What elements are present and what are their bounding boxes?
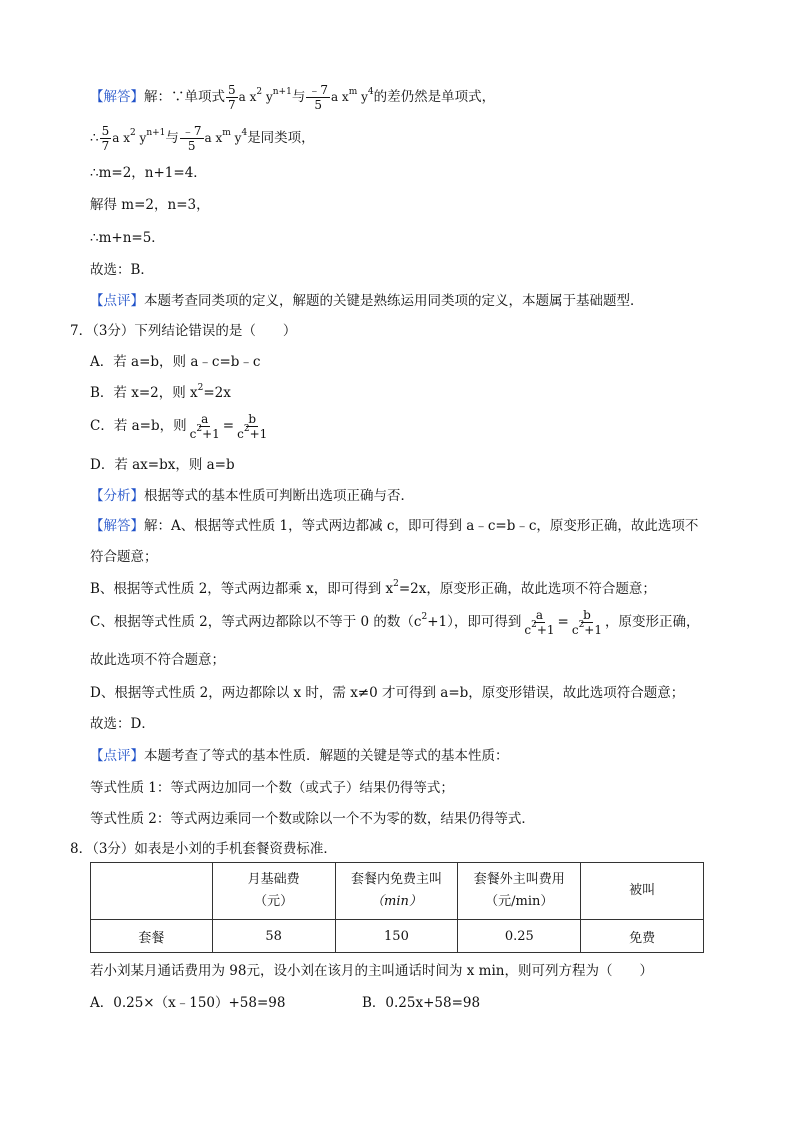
term: y (361, 90, 368, 104)
numerator: 5 (101, 124, 110, 138)
term: y (234, 131, 242, 145)
fraction-5-7 (100, 124, 112, 153)
term: c (237, 427, 244, 441)
exponent: 2 (531, 620, 537, 630)
q6-comment (90, 292, 644, 310)
exponent: n+1 (272, 87, 292, 97)
q6-choice: 故选：B． (90, 262, 154, 278)
numerator: a (201, 412, 209, 426)
q7-option-d: D．若 ax=bx，则 a=b (90, 457, 235, 473)
table-row (91, 920, 704, 953)
numerator: a (535, 608, 543, 622)
table-cell: 58 (212, 920, 335, 953)
header-unit: （元） (254, 894, 294, 909)
q6-solution-line-2 (90, 124, 315, 153)
exponent: 2 (129, 128, 136, 138)
q7-option-b (90, 384, 231, 402)
text: 与 (165, 130, 179, 146)
q7-property-1: 等式性质 1：等式两边加同一个数（或式子）结果仍得等式； (90, 780, 454, 796)
term: +1 (249, 427, 268, 441)
numerator: ﹣7 (308, 83, 328, 97)
equals: = (557, 614, 569, 630)
header-label: 被叫 (629, 883, 656, 898)
text: =2x，原变形正确，故此选项不符合题意； (398, 581, 656, 597)
fraction-a-c2 (188, 412, 222, 441)
q7-choice: 故选：D． (90, 716, 155, 732)
text: C、根据等式性质 2，等式两边都除以不等于 0 的数（c (90, 614, 422, 630)
fee-table (90, 862, 704, 953)
comment-tag: 【点评】 (90, 748, 144, 764)
fraction-neg-7-5 (306, 83, 330, 112)
term: c (571, 623, 579, 637)
q7-comment (90, 747, 509, 765)
q7-title: 7．（3分）下列结论错误的是（ ） (70, 323, 297, 339)
q7-solution-c (90, 608, 700, 637)
exponent: m (348, 87, 358, 97)
header-label: 月基础费 (247, 872, 300, 887)
fraction-b-c2 (570, 608, 604, 637)
fraction-5-7 (226, 83, 238, 112)
text: 与 (291, 89, 306, 105)
table-header-cell (458, 863, 581, 920)
table-cell: 150 (335, 920, 458, 953)
comment-tag: 【点评】 (90, 293, 144, 309)
q6-solution-line-4: 解得 m=2，n=3， (90, 197, 210, 213)
term: a x (204, 131, 223, 145)
denominator (522, 620, 556, 637)
term: a x (330, 90, 349, 104)
q8-question: 若小刘某月通话费用为 98元，设小刘在该月的主叫通话时间为 x min，则可列方程为（ ） (90, 963, 653, 979)
solution-tag: 【解答】 (90, 89, 144, 105)
q7-option-a: A．若 a=b，则 a﹣c=b﹣c (90, 354, 261, 370)
table-cell: 免费 (581, 920, 704, 953)
term: c (524, 623, 532, 637)
exponent: n+1 (146, 128, 166, 138)
fraction-neg-7-5 (180, 124, 204, 153)
term: a x (112, 131, 130, 145)
q7-solution-a-cont: 符合题意； (90, 549, 158, 565)
q7-solution-c-cont: 故此选项不符合题意； (90, 652, 225, 668)
text: 解：∵单项式 (144, 89, 225, 105)
exponent: 2 (421, 612, 428, 622)
q6-solution-line-5: ∴m+n=5． (90, 230, 165, 246)
denominator: 5 (314, 98, 322, 112)
exponent: 4 (367, 87, 374, 97)
text: +1），即可得到 (427, 614, 522, 630)
text: 本题考查同类项的定义，解题的关键是熟练运用同类项的定义，本题属于基础题型． (144, 293, 644, 309)
numerator: b (583, 608, 591, 622)
text: 本题考查了等式的基本性质．解题的关键是等式的基本性质： (144, 748, 509, 764)
text: 是同类项， (247, 130, 315, 146)
denominator: 5 (187, 139, 196, 153)
q7-property-2: 等式性质 2：等式两边乘同一个数或除以一个不为零的数，结果仍得等式． (90, 811, 535, 827)
equals: = (222, 418, 235, 434)
term: c (189, 427, 197, 441)
table-cell: 0.25 (458, 920, 581, 953)
q7-solution-b (90, 580, 656, 598)
exponent: 4 (241, 128, 248, 138)
term: +1 (202, 427, 220, 441)
text: 根据等式的基本性质可判断出选项正确与否． (144, 488, 414, 504)
term: a x (238, 90, 257, 104)
table-header-row (91, 863, 704, 920)
exponent: 2 (256, 87, 263, 97)
fraction-a-c2 (522, 608, 556, 637)
denominator (188, 424, 222, 441)
analysis-tag: 【分析】 (90, 488, 144, 504)
text: =2x (203, 385, 231, 401)
text: B．若 x=2，则 x (90, 385, 198, 401)
exponent: 2 (243, 424, 250, 434)
q7-analysis (90, 487, 414, 505)
text: C．若 a=b，则 (90, 418, 187, 434)
numerator: b (248, 412, 257, 426)
q8-title: 8．（3分）如表是小刘的手机套餐资费标准． (70, 841, 337, 857)
header-label: 套餐内免费主叫 (350, 872, 442, 887)
term: y (265, 90, 273, 104)
text: B、根据等式性质 2，等式两边都乘 x，即可得到 x (90, 581, 394, 597)
header-unit: （min） (371, 894, 422, 909)
text: ，原变形正确， (605, 614, 700, 630)
numerator: ﹣7 (181, 124, 202, 138)
header-unit: （元/min） (485, 894, 554, 909)
exponent: 2 (196, 424, 203, 434)
table-header-cell (335, 863, 458, 920)
header-label: 套餐外主叫费用 (473, 872, 565, 887)
numerator: 5 (228, 83, 236, 97)
text: 的差仍然是单项式， (373, 89, 496, 105)
denominator: 7 (101, 139, 110, 153)
table-header-cell (91, 863, 213, 920)
q7-solution-d: D、根据等式性质 2，两边都除以 x 时，需 x≠0 才可得到 a=b，原变形错误，故此选项符合题意； (90, 685, 685, 701)
denominator (235, 424, 269, 441)
q8-option-b: B．0.25x+58=98 (362, 995, 481, 1011)
solution-tag: 【解答】 (90, 518, 144, 534)
text: 解：A、根据等式性质 1，等式两边都减 c，即可得到 a﹣c=b﹣c，原变形正确，故此选项不 (144, 518, 699, 534)
term: +1 (584, 623, 602, 637)
denominator: 7 (228, 98, 236, 112)
exponent: m (222, 128, 231, 138)
denominator (570, 620, 604, 637)
text: ∴ (90, 130, 99, 146)
exponent: 2 (393, 579, 399, 589)
term: +1 (536, 623, 555, 637)
fraction-b-c2 (235, 412, 269, 441)
table-header-cell (581, 863, 704, 920)
q7-solution-a (90, 517, 698, 535)
q8-option-a: A．0.25×（x﹣150）+58=98 (90, 995, 286, 1011)
table-cell: 套餐 (91, 920, 213, 953)
exponent: 2 (197, 383, 204, 393)
table-header-cell (212, 863, 335, 920)
q6-solution-line-3: ∴m=2，n+1=4． (90, 165, 207, 181)
q6-solution-line-1 (90, 83, 495, 112)
exponent: 2 (578, 620, 585, 630)
q7-option-c (90, 412, 270, 441)
term: y (139, 131, 147, 145)
